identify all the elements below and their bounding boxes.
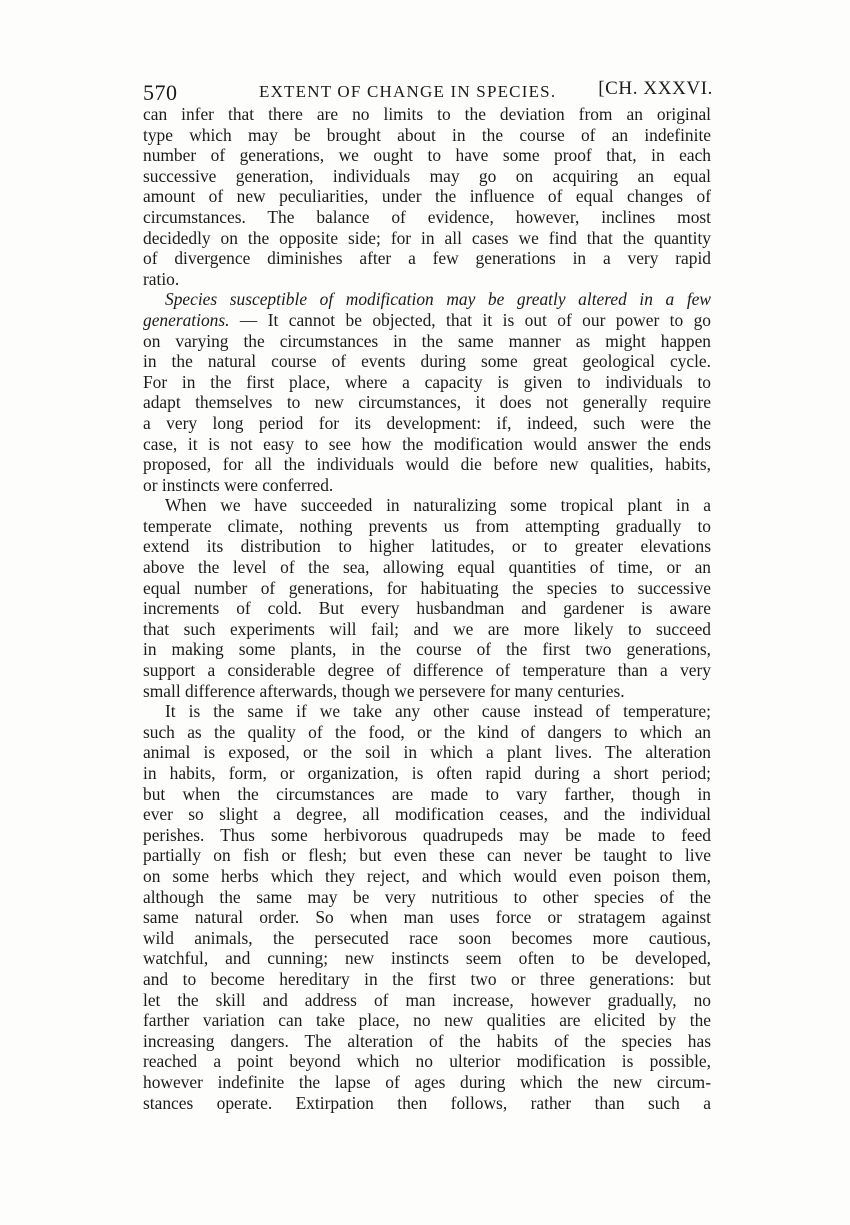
text-line: on varying the circumstances in the same manner as might happen: [143, 330, 711, 351]
section-heading: Species susceptible of modification may be greatly altered in a few: [165, 289, 711, 310]
paragraph: [143, 104, 711, 289]
text-line: animal is exposed, or the soil in which a plant lives. The alteration: [143, 742, 711, 763]
text-line: a very long period for its development: if, indeed, such were the: [143, 412, 711, 433]
text-line: circumstances. The balance of evidence, however, inclines most: [143, 206, 711, 227]
text-line: farther variation can take place, no new qualities are elicited by the: [143, 1010, 711, 1031]
text-line: temperate climate, nothing prevents us from attempting gradually to: [143, 515, 711, 536]
text-line: although the same may be very nutritious to other species of the: [143, 886, 711, 907]
text-line: number of generations, we ought to have some proof that, in each: [143, 145, 711, 166]
text-line: in the natural course of events during some great geological cycle.: [143, 351, 711, 372]
text-line: but when the circumstances are made to vary farther, though in: [143, 783, 711, 804]
page-number: 570: [143, 80, 178, 105]
text-line: small difference afterwards, though we persevere for many centuries.: [143, 680, 625, 701]
text-line: above the level of the sea, allowing equal quantities of time, or an: [143, 557, 711, 578]
running-title: EXTENT OF CHANGE IN SPECIES.: [259, 82, 557, 101]
text-line: can infer that there are no limits to the deviation from an original: [143, 104, 711, 124]
text-line: ever so slight a degree, all modification ceases, and the individual: [143, 804, 711, 825]
text-line: on some herbs which they reject, and which would even poison them,: [143, 865, 711, 886]
text-line: equal number of generations, for habituating the species to successive: [143, 577, 711, 598]
text-line: of divergence diminishes after a few generations in a very rapid: [143, 248, 711, 269]
text-line: stances operate. Extirpation then follows, rather than such a: [143, 1092, 711, 1113]
text-line: type which may be brought about in the course of an indefinite: [143, 124, 711, 145]
text-line: decidedly on the opposite side; for in all cases we find that the quantity: [143, 227, 711, 248]
paragraph: [143, 701, 711, 1113]
chapter-reference: [CH. XXXVI.: [598, 78, 713, 99]
text-line: in habits, form, or organization, is often rapid during a short period;: [143, 763, 711, 783]
text-line: adapt themselves to new circumstances, it does not generally require: [143, 392, 711, 413]
text-line: [143, 310, 711, 331]
text-line: extend its distribution to higher latitudes, or to greater elevations: [143, 536, 711, 557]
body-text: [143, 104, 711, 1113]
text-fragment: — It cannot be objected, that it is out of our power to go: [229, 309, 711, 330]
text-line: support a considerable degree of difference of temperature than a very: [143, 660, 711, 681]
paragraph: [143, 289, 711, 495]
text-line: It is the same if we take any other cause instead of temperature;: [165, 701, 711, 722]
text-line: let the skill and address of man increase, however gradually, no: [143, 989, 711, 1010]
text-line: in making some plants, in the course of the first two generations,: [143, 639, 711, 660]
text-line: watchful, and cunning; new instincts seem often to be developed,: [143, 948, 711, 969]
text-line: however indefinite the lapse of ages during which the new circum-: [143, 1071, 711, 1092]
text-line: perishes. Thus some herbivorous quadrupeds may be made to feed: [143, 824, 711, 845]
text-line: case, it is not easy to see how the modification would answer the ends: [143, 433, 711, 454]
section-heading-continued: generations.: [143, 309, 230, 330]
paragraph: [143, 495, 711, 701]
text-line: same natural order. So when man uses force or stratagem against: [143, 907, 711, 928]
text-line: amount of new peculiarities, under the influence of equal changes of: [143, 186, 711, 207]
text-line: increasing dangers. The alteration of the habits of the species has: [143, 1030, 711, 1051]
text-line: proposed, for all the individuals would die before new qualities, habits,: [143, 454, 711, 475]
text-line: and to become hereditary in the first two or three generations: but: [143, 968, 711, 989]
text-line: that such experiments will fail; and we are more likely to succeed: [143, 618, 711, 639]
text-line: successive generation, individuals may go on acquiring an equal: [143, 165, 711, 186]
text-line: partially on fish or flesh; but even these can never be taught to live: [143, 845, 711, 866]
text-line: ratio.: [143, 268, 180, 289]
text-line: wild animals, the persecuted race soon becomes more cautious,: [143, 927, 711, 948]
text-line: For in the first place, where a capacity is given to individuals to: [143, 371, 711, 392]
text-line: such as the quality of the food, or the kind of dangers to which an: [143, 721, 711, 742]
text-line: or instincts were conferred.: [143, 474, 334, 495]
text-line: reached a point beyond which no ulterior modification is possible,: [143, 1051, 711, 1072]
text-line: increments of cold. But every husbandman and gardener is aware: [143, 598, 711, 619]
text-line: When we have succeeded in naturalizing some tropical plant in a: [165, 495, 711, 516]
